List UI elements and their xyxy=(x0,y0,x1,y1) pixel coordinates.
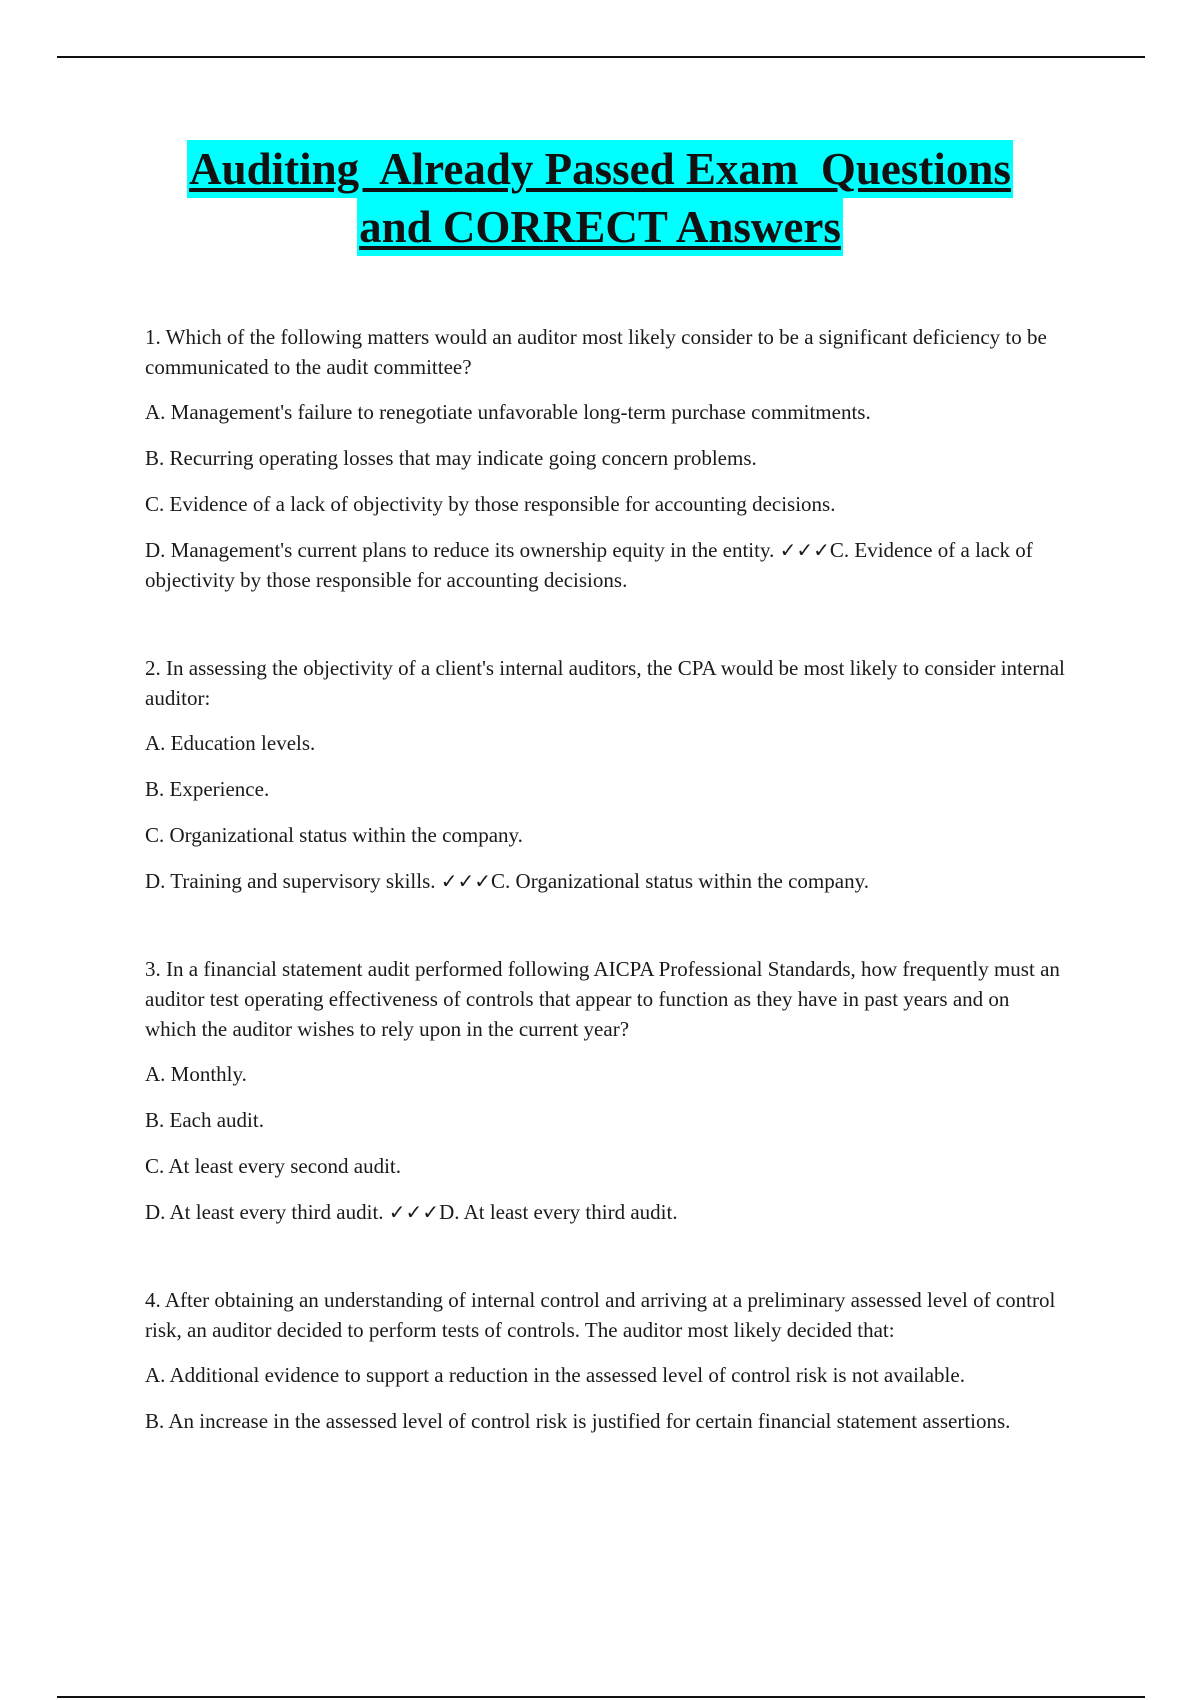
question-prompt: 4. After obtaining an understanding of internal control and arriving at a preliminary assessed level of control risk, an auditor decided to perform tests of controls. The auditor most likely decided that: xyxy=(145,1288,1056,1342)
answer-option: B. Recurring operating losses that may indicate going concern problems. xyxy=(145,446,757,470)
question-prompt: 2. In assessing the objectivity of a client's internal auditors, the CPA would be most likely to consider internal auditor: xyxy=(145,656,1065,710)
question-block xyxy=(145,954,1065,1227)
question-block xyxy=(145,1285,1065,1436)
question-block xyxy=(145,653,1065,896)
answer-option: A. Education levels. xyxy=(145,731,316,755)
answer-option: B. Experience. xyxy=(145,777,270,801)
checkmark-icon: ✓✓✓ xyxy=(440,869,492,893)
header-rule xyxy=(57,56,1145,58)
question-block xyxy=(145,322,1065,595)
correct-answer: D. At least every third audit. xyxy=(439,1200,678,1224)
answer-option: A. Additional evidence to support a reduction in the assessed level of control risk is not available. xyxy=(145,1363,965,1387)
correct-answer: C. Evidence of a lack of objectivity by those responsible for accounting decisions. xyxy=(145,538,1033,592)
answer-option: C. Evidence of a lack of objectivity by those responsible for accounting decisions. xyxy=(145,492,836,516)
answer-option-with-answer xyxy=(145,1197,1065,1227)
footer-rule xyxy=(57,1696,1145,1698)
question-prompt: 3. In a financial statement audit performed following AICPA Professional Standards, how frequently must an auditor test operating effectiveness of controls that appear to function as they have in past years and on which the auditor wishes to rely upon in the current year? xyxy=(145,957,1060,1041)
answer-option: B. An increase in the assessed level of control risk is justified for certain financial statement assertions. xyxy=(145,1409,1011,1433)
questions-body xyxy=(145,322,1065,1452)
document-title xyxy=(0,140,1200,256)
answer-option: C. At least every second audit. xyxy=(145,1154,402,1178)
checkmark-icon: ✓✓✓ xyxy=(779,538,830,562)
answer-option-text: D. At least every third audit. xyxy=(145,1200,389,1224)
answer-option-with-answer xyxy=(145,866,1065,896)
checkmark-icon: ✓✓✓ xyxy=(388,1200,440,1224)
answer-option: C. Organizational status within the company. xyxy=(145,823,523,847)
correct-answer: C. Organizational status within the company. xyxy=(491,869,869,893)
title-line-2: and CORRECT Answers xyxy=(357,198,843,256)
answer-option-text: D. Management's current plans to reduce its ownership equity in the entity. xyxy=(145,538,780,562)
title-line-1: Auditing Already Passed Exam Questions xyxy=(187,140,1013,198)
answer-option-text: D. Training and supervisory skills. xyxy=(145,869,441,893)
answer-option: A. Monthly. xyxy=(145,1062,247,1086)
answer-option-with-answer xyxy=(145,535,1065,595)
answer-option: B. Each audit. xyxy=(145,1108,264,1132)
question-prompt: 1. Which of the following matters would an auditor most likely consider to be a significant deficiency to be communicated to the audit committee? xyxy=(145,325,1047,379)
answer-option: A. Management's failure to renegotiate unfavorable long-term purchase commitments. xyxy=(145,400,871,424)
